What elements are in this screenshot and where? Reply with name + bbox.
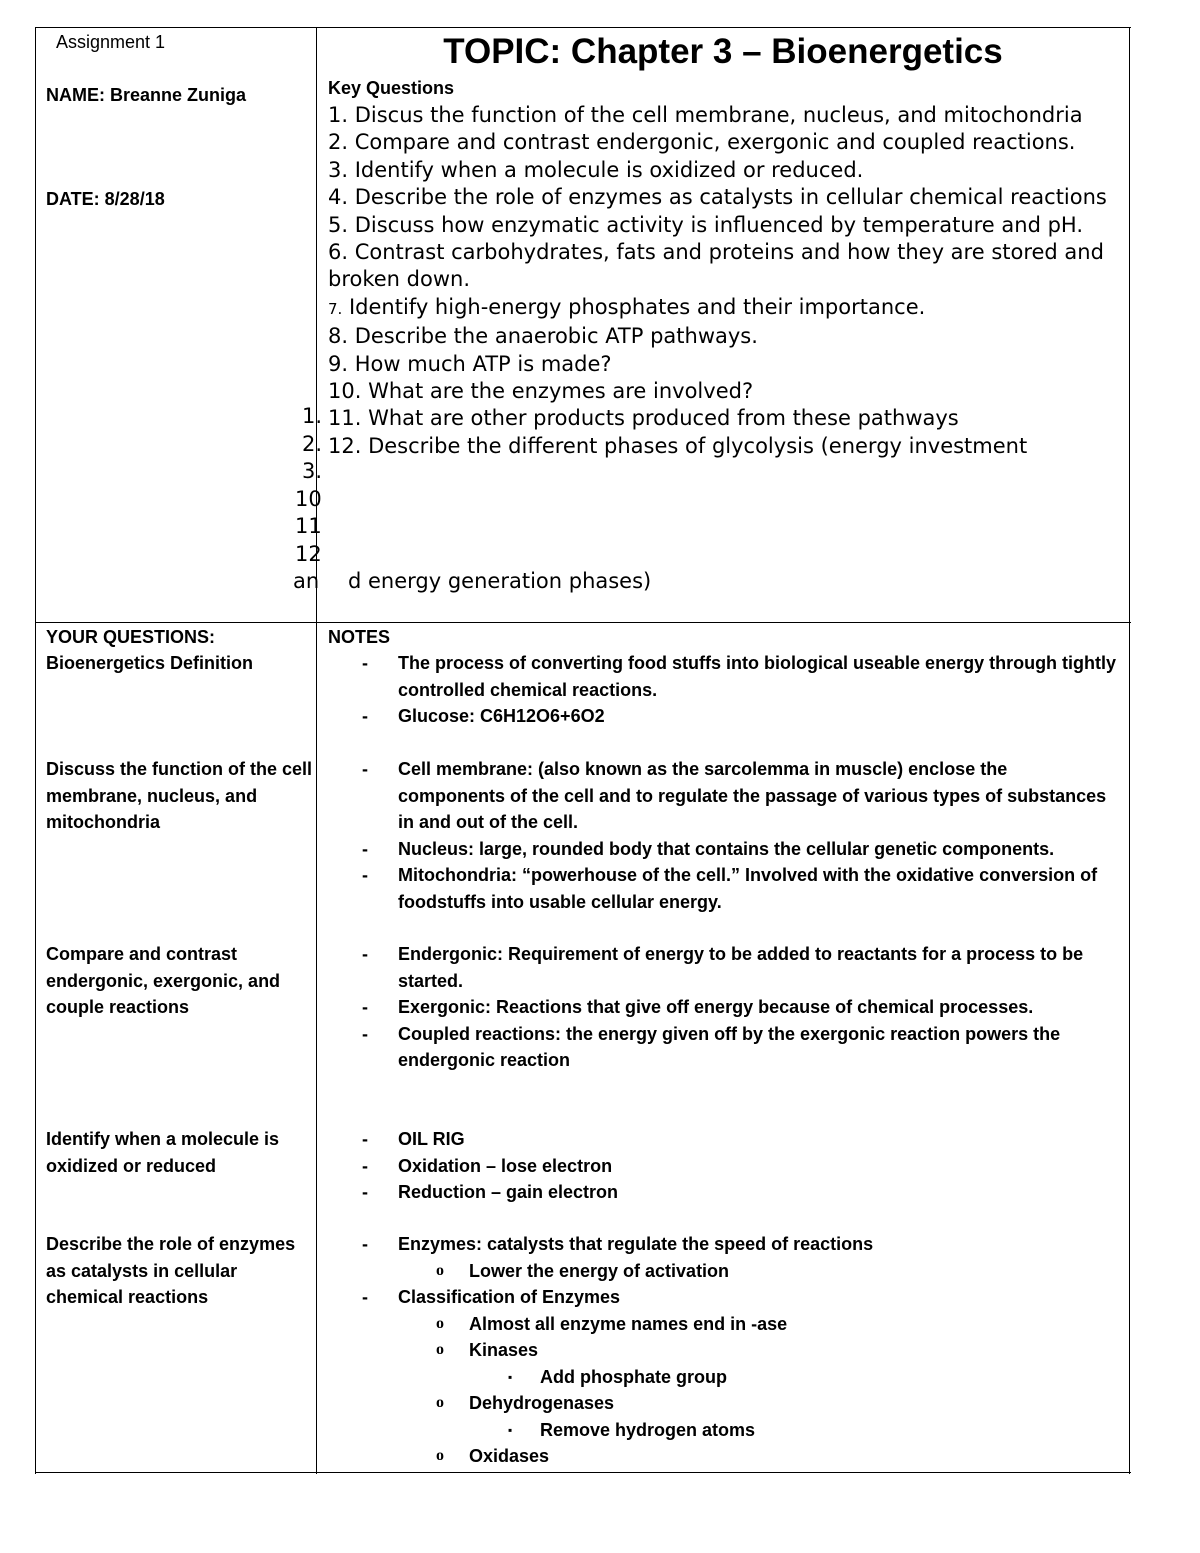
question-redox: Identify when a molecule is oxidized or reduced <box>46 1129 280 1176</box>
note-text: Add phosphate group <box>540 1366 727 1387</box>
stray-list-number: 12 <box>295 542 322 566</box>
dash-bullet: - <box>362 997 368 1017</box>
note-text: Oxidases <box>469 1446 550 1466</box>
table-row-divider <box>35 622 1131 623</box>
stray-list-number: 11 <box>295 514 322 538</box>
note-item <box>328 703 1118 730</box>
your-questions-heading: YOUR QUESTIONS: <box>46 627 216 647</box>
stray-list-fragment: an <box>293 569 320 593</box>
dash-bullet: - <box>362 838 368 859</box>
table-column-divider <box>316 27 317 1474</box>
circle-bullet: o <box>436 1447 444 1464</box>
note-item <box>328 1126 1118 1153</box>
key-question-10: 10. What are the enzymes are involved? <box>328 379 754 404</box>
note-item <box>328 1284 1118 1311</box>
note-subitem <box>328 1443 1118 1470</box>
note-item <box>328 862 1118 915</box>
note-subitem <box>328 1258 1118 1285</box>
note-text: Exergonic: Reactions that give off energy because of chemical processes. <box>398 997 1034 1017</box>
note-item <box>328 1231 1118 1258</box>
assignment-date: DATE: 8/28/18 <box>46 189 165 209</box>
dash-bullet: - <box>362 1155 368 1176</box>
table-border-bottom <box>35 1472 1131 1473</box>
key-questions-heading: Key Questions <box>328 78 455 98</box>
note-text: Almost all enzyme names end in -ase <box>469 1313 788 1334</box>
question-enzymes: Describe the role of enzymes as catalysts in cellular chemical reactions <box>46 1234 296 1307</box>
note-text: Classification of Enzymes <box>398 1287 621 1307</box>
note-subsubitem <box>328 1364 1118 1391</box>
note-subsubitem <box>328 1417 1118 1444</box>
stray-list-number: 1. <box>302 404 323 428</box>
key-question-12: 12. Describe the different phases of glycolysis (energy investment <box>328 433 1028 458</box>
note-item <box>328 1179 1118 1206</box>
key-question-4: 4. Describe the role of enzymes as catalysts in cellular chemical reactions <box>328 185 1107 210</box>
question-definition: Bioenergetics Definition <box>46 653 254 673</box>
note-text: Cell membrane: (also known as the sarcolemma in muscle) enclose the components of the cell and to regulate the passage of various types of substances in and out of the cell. <box>398 759 1107 832</box>
dash-bullet: - <box>362 1129 368 1149</box>
table-border-top <box>35 27 1131 28</box>
key-question-1: 1. Discus the function of the cell membrane, nucleus, and mitochondria <box>328 103 1083 127</box>
dash-bullet: - <box>362 1287 368 1307</box>
dash-bullet: - <box>362 1234 368 1254</box>
assignment-label: Assignment 1 <box>56 32 166 52</box>
circle-bullet: o <box>436 1314 444 1332</box>
dash-bullet: - <box>362 1023 368 1044</box>
note-text: The process of converting food stuffs into biological useable energy through tightly controlled chemical reactions. <box>398 653 1117 700</box>
note-text: OIL RIG <box>398 1129 465 1149</box>
note-item <box>328 994 1118 1021</box>
note-text: Remove hydrogen atoms <box>540 1419 756 1440</box>
key-question-6: 6. Contrast carbohydrates, fats and proteins and how they are stored and broken down. <box>328 240 1104 292</box>
note-item <box>328 650 1118 703</box>
key-question-7-text: Identify high-energy phosphates and their importance. <box>342 294 926 319</box>
note-item <box>328 941 1118 994</box>
circle-bullet: o <box>436 1341 444 1358</box>
note-text: Oxidation – lose electron <box>398 1155 613 1176</box>
square-bullet: ▪ <box>508 1369 513 1384</box>
notes-heading: NOTES <box>328 627 391 647</box>
key-question-9: 9. How much ATP is made? <box>328 351 612 376</box>
circle-bullet: o <box>436 1261 444 1279</box>
note-subitem <box>328 1390 1118 1417</box>
key-question-7 <box>328 294 1123 323</box>
note-text: Lower the energy of activation <box>469 1260 730 1281</box>
dash-bullet: - <box>362 944 368 964</box>
note-item <box>328 1153 1118 1180</box>
note-item <box>328 1021 1118 1074</box>
note-item <box>328 836 1118 863</box>
note-subitem <box>328 1311 1118 1338</box>
key-question-7-number: 7. <box>328 299 343 318</box>
dash-bullet: - <box>362 653 368 673</box>
dash-bullet: - <box>362 706 368 726</box>
table-border-right <box>1129 27 1130 1474</box>
note-text: Reduction – gain electron <box>398 1182 619 1202</box>
note-text: Nucleus: large, rounded body that contains the cellular genetic components. <box>398 838 1055 859</box>
notes-definition <box>328 650 1118 730</box>
dash-bullet: - <box>362 1182 368 1202</box>
question-reactions: Compare and contrast endergonic, exergonic, and couple reactions <box>46 944 281 1017</box>
note-text: Coupled reactions: the energy given off by the exergonic reaction powers the endergonic reaction <box>398 1023 1061 1070</box>
note-text: Dehydrogenases <box>469 1393 615 1413</box>
note-text: Glucose: C6H12O6+6O2 <box>398 706 605 726</box>
page-title: TOPIC: Chapter 3 – Bioenergetics <box>443 32 1003 71</box>
dash-bullet: - <box>362 759 368 779</box>
note-item <box>328 756 1118 836</box>
note-text: Endergonic: Requirement of energy to be added to reactants for a process to be started. <box>398 944 1084 991</box>
note-text: Kinases <box>469 1340 539 1360</box>
key-questions-list <box>328 102 1123 460</box>
key-question-11: 11. What are other products produced from these pathways <box>328 406 959 431</box>
table-border-left <box>35 27 36 1474</box>
square-bullet: ▪ <box>508 1422 513 1437</box>
key-question-3: 3. Identify when a molecule is oxidized or reduced. <box>328 157 864 182</box>
dash-bullet: - <box>362 865 368 885</box>
question-cell-function: Discuss the function of the cell membrane, nucleus, and mitochondria <box>46 759 313 832</box>
note-subitem <box>328 1337 1118 1364</box>
stray-list-number: 10 <box>295 487 322 511</box>
key-question-5: 5. Discuss how enzymatic activity is influenced by temperature and pH. <box>328 212 1084 237</box>
notes-cell-function <box>328 756 1118 915</box>
notes-redox <box>328 1126 1118 1206</box>
key-question-8: 8. Describe the anaerobic ATP pathways. <box>328 324 758 349</box>
key-question-12-continuation: d energy generation phases) <box>348 569 652 593</box>
stray-list-number: 3. <box>302 459 323 483</box>
note-text: Enzymes: catalysts that regulate the speed of reactions <box>398 1234 874 1254</box>
stray-list-number: 2. <box>302 432 323 456</box>
circle-bullet: o <box>436 1394 444 1411</box>
student-name: NAME: Breanne Zuniga <box>46 85 247 105</box>
notes-enzymes <box>328 1231 1118 1470</box>
key-question-2: 2. Compare and contrast endergonic, exergonic and coupled reactions. <box>328 130 1076 155</box>
note-text: Mitochondria: “powerhouse of the cell.” Involved with the oxidative conversion of foodstuffs into usable cellular energy. <box>398 865 1098 912</box>
notes-reactions <box>328 941 1118 1074</box>
